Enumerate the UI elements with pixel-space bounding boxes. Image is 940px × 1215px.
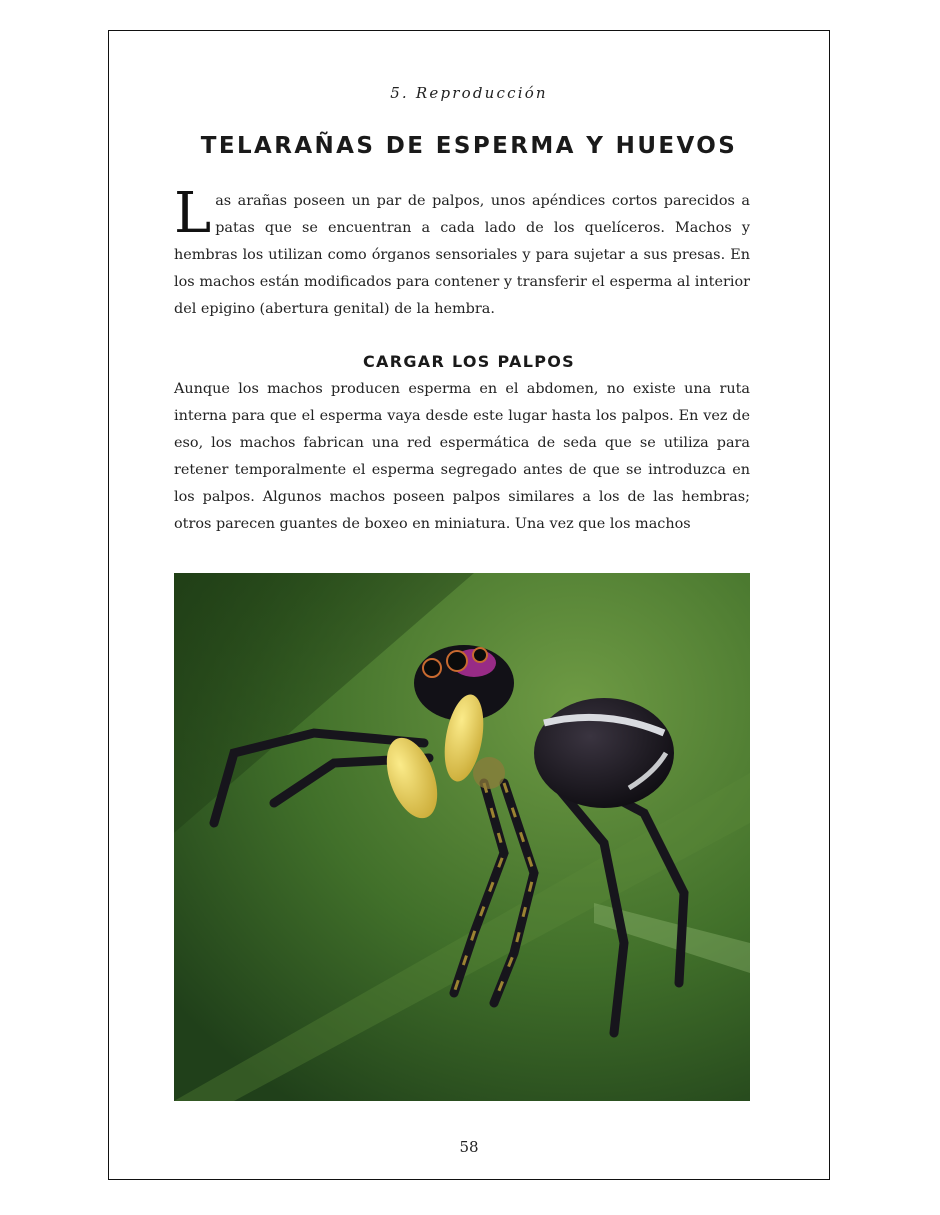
running-head: 5. Reproducción — [390, 84, 548, 102]
drop-cap: L — [174, 181, 212, 246]
chapter-section-title: TELARAÑAS DE ESPERMA Y HUEVOS — [200, 133, 738, 159]
intro-text: as arañas poseen un par de palpos, unos apéndices cortos parecidos a patas que se encuentran a cada lado de los quelíceros. Machos y hembras los utilizan como órganos sensoriales y para sujetar a sus presas. En los machos están modificados para contener y transferir el esperma al interior del epigino (abertura genital) de la hembra. — [174, 193, 750, 317]
spider-illustration — [174, 573, 750, 1101]
jumping-spider-photo — [174, 573, 750, 1101]
page-number: 58 — [459, 1138, 479, 1156]
intro-paragraph — [174, 181, 750, 323]
section-heading: CARGAR LOS PALPOS — [363, 352, 575, 371]
section-paragraph: Aunque los machos producen esperma en el abdomen, no existe una ruta interna para que el esperma vaya desde este lugar hasta los palpos. En vez de eso, los machos fabrican una red espermática de seda que se utiliza para retener temporalmente el esperma segregado antes de que se introduzca en los palpos. Algunos machos poseen palpos similares a los de las hembras; otros parecen guantes de boxeo en miniatura. Una vez que los machos — [174, 381, 750, 532]
